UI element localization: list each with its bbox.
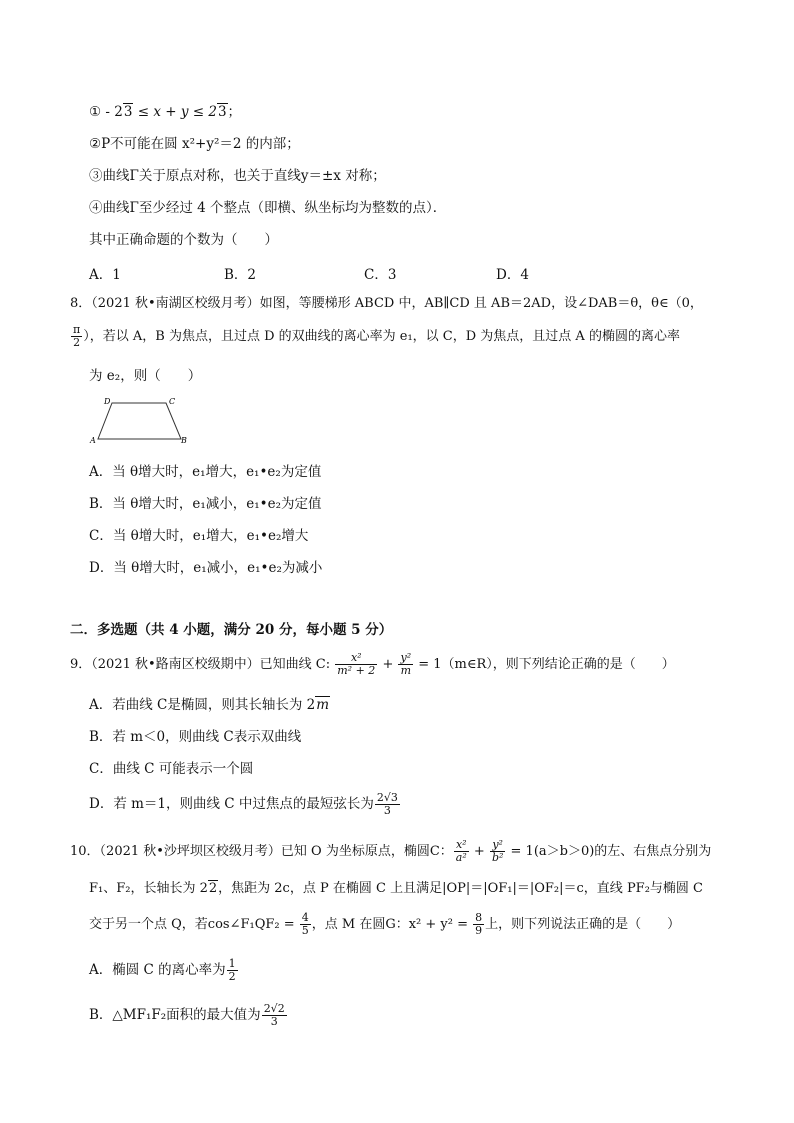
q7-statement-2: ②P不可能在圆 x²+y²＝2 的内部；: [89, 136, 300, 152]
q10-g-num: 8: [475, 911, 483, 924]
q7-option-d: D．4: [496, 267, 529, 283]
q8-line-2: [70, 324, 680, 349]
q10-g-frac: [473, 912, 484, 937]
q10-f1-den: a²: [455, 851, 467, 864]
q7-statement-3: ③曲线Γ关于原点对称，也关于直线y＝±x 对称；: [89, 168, 386, 184]
q9-opt-d-den: 3: [383, 804, 391, 817]
q7-s1-text-c: ≤ x + y ≤ 2: [133, 104, 217, 120]
q10-opt-a-num: 1: [228, 957, 236, 970]
q10-g-den: 9: [475, 924, 483, 937]
q10-l3-b: ，点 M 在圆G：x² + y² =: [311, 917, 473, 932]
q10-line-2: [89, 880, 703, 898]
q10-f1-num: x²: [454, 839, 469, 852]
q10-opt-a-den: 2: [228, 970, 236, 983]
q7-question: 其中正确命题的个数为（ ）: [89, 232, 278, 248]
q7-s1-text-e: ；: [227, 104, 242, 120]
q10-post: = 1(a＞b＞0)的左、右焦点分别为: [506, 844, 712, 859]
q9-option-d: [89, 792, 401, 817]
q9-post: = 1（m∈R），则下列结论正确的是（ ）: [414, 657, 675, 672]
q7-option-c: C．3: [364, 267, 397, 283]
q9-opt-a-text: A．若曲线 C是椭圆，则其长轴长为 2: [89, 697, 316, 713]
q9-option-c: C．曲线 C 可能表示一个圆: [89, 761, 254, 777]
q10-opt-b-den: 3: [270, 1015, 278, 1028]
q8-option-b: B．当 θ增大时，e₁减小，e₁•e₂为定值: [89, 496, 322, 512]
section-2-heading: 二．多选题（共 4 小题，满分 20 分，每小题 5 分）: [70, 622, 393, 638]
q7-statement-4: ④曲线Γ至少经过 4 个整点（即横、纵坐标均为整数的点）．: [89, 200, 447, 216]
q8-option-d: D．当 θ增大时，e₁减小，e₁•e₂为减小: [89, 560, 323, 576]
q10-opt-b-frac: [262, 1003, 287, 1028]
label-d: D: [104, 397, 111, 406]
q8-line-1: 8．（2021 秋•南湖区校级月考）如图，等腰梯形 ABCD 中，AB∥CD 且 AB＝2AD，设∠DAB＝θ，θ∈（0，: [70, 296, 703, 311]
q7-option-b: B．2: [224, 267, 257, 283]
q9-option-b: B．若 m＜0，则曲线 C表示双曲线: [89, 729, 302, 745]
q10-plus: +: [469, 844, 489, 859]
q10-opt-b-text: B．△MF₁F₂面积的最大值为: [89, 1007, 261, 1023]
label-c: C: [169, 397, 176, 406]
q10-cos-den: 5: [301, 924, 309, 937]
q9-plus: +: [378, 657, 398, 672]
q9-pre: 9．（2021 秋•路南区校级期中）已知曲线 C:: [70, 657, 335, 672]
q7-statement-1: [89, 103, 241, 121]
q10-cos-num: 4: [301, 911, 309, 924]
q7-s1-sqrt-a: 3: [123, 104, 133, 120]
q10-line-3: [89, 912, 680, 937]
q8-pi-frac: [71, 324, 82, 349]
q10-l3-c: 上，则下列说法正确的是（ ）: [485, 917, 681, 932]
q7-option-a: A．1: [89, 267, 121, 283]
q8-pi-den: 2: [73, 336, 81, 349]
q8-line-3: 为 e₂，则（ ）: [89, 368, 202, 384]
q10-l2-c: ，焦距为 2c，点 P 在椭圆 C 上且满足|OP|＝|OF₁|＝|OF₂|＝c，直线 PF₂与椭圆 C: [218, 881, 703, 896]
q8-option-a: A．当 θ增大时，e₁增大，e₁•e₂为定值: [89, 464, 322, 480]
q7-s1-text-a: ① - 2: [89, 104, 123, 120]
q9-f1-den: m² + 2: [337, 664, 376, 677]
q10-opt-a-frac: [227, 958, 238, 983]
q9-opt-a-sqrt: m: [316, 697, 330, 713]
q10-frac-2: [490, 839, 505, 864]
q8-option-c: C．当 θ增大时，e₁增大，e₁•e₂增大: [89, 528, 309, 544]
q10-opt-a-text: A．椭圆 C 的离心率为: [89, 962, 226, 978]
q10-option-b: [89, 1003, 288, 1028]
q10-l2-sqrt: 2: [208, 881, 218, 896]
trapezoid-figure: [88, 395, 188, 447]
q9-opt-d-num: 2√3: [376, 791, 398, 804]
label-a: A: [90, 436, 96, 445]
q9-frac-2: [398, 652, 413, 677]
q8-line-2-text: ），若以 A，B 为焦点，且过点 D 的双曲线的离心率为 e₁，以 C，D 为焦点，且过点 A 的椭圆的离心率: [83, 329, 680, 344]
q10-l2-a: F₁、F₂，长轴长为 2: [89, 881, 208, 896]
q9-f2-num: y²: [400, 651, 412, 664]
q10-line-1: [70, 839, 711, 864]
q8-pi-num: π: [73, 323, 81, 336]
q9-opt-d-text: D．若 m＝1，则曲线 C 中过焦点的最短弦长为: [89, 796, 374, 812]
q10-opt-b-num: 2√2: [263, 1002, 285, 1015]
label-b: B: [181, 436, 187, 445]
q10-frac-1: [454, 839, 469, 864]
q7-s1-sqrt-b: 3: [217, 104, 227, 120]
q10-option-a: [89, 958, 239, 983]
q10-l3-a: 交于另一个点 Q，若cos∠F₁QF₂ =: [89, 917, 299, 932]
trapezoid-shape: [98, 403, 181, 439]
q10-cos-frac: [300, 912, 311, 937]
q9-stem: [70, 652, 675, 677]
q10-f2-num: y²: [490, 839, 505, 852]
q9-option-a: [89, 696, 330, 714]
q10-pre: 10．（2021 秋•沙坪坝区校级月考）已知 O 为坐标原点，椭圆C：: [70, 844, 453, 859]
q9-frac-1: [335, 652, 377, 677]
q10-f2-den: b²: [491, 851, 504, 864]
q9-f1-num: x²: [335, 652, 377, 665]
q9-f2-den: m: [400, 664, 412, 677]
q9-opt-d-frac: [375, 792, 400, 817]
